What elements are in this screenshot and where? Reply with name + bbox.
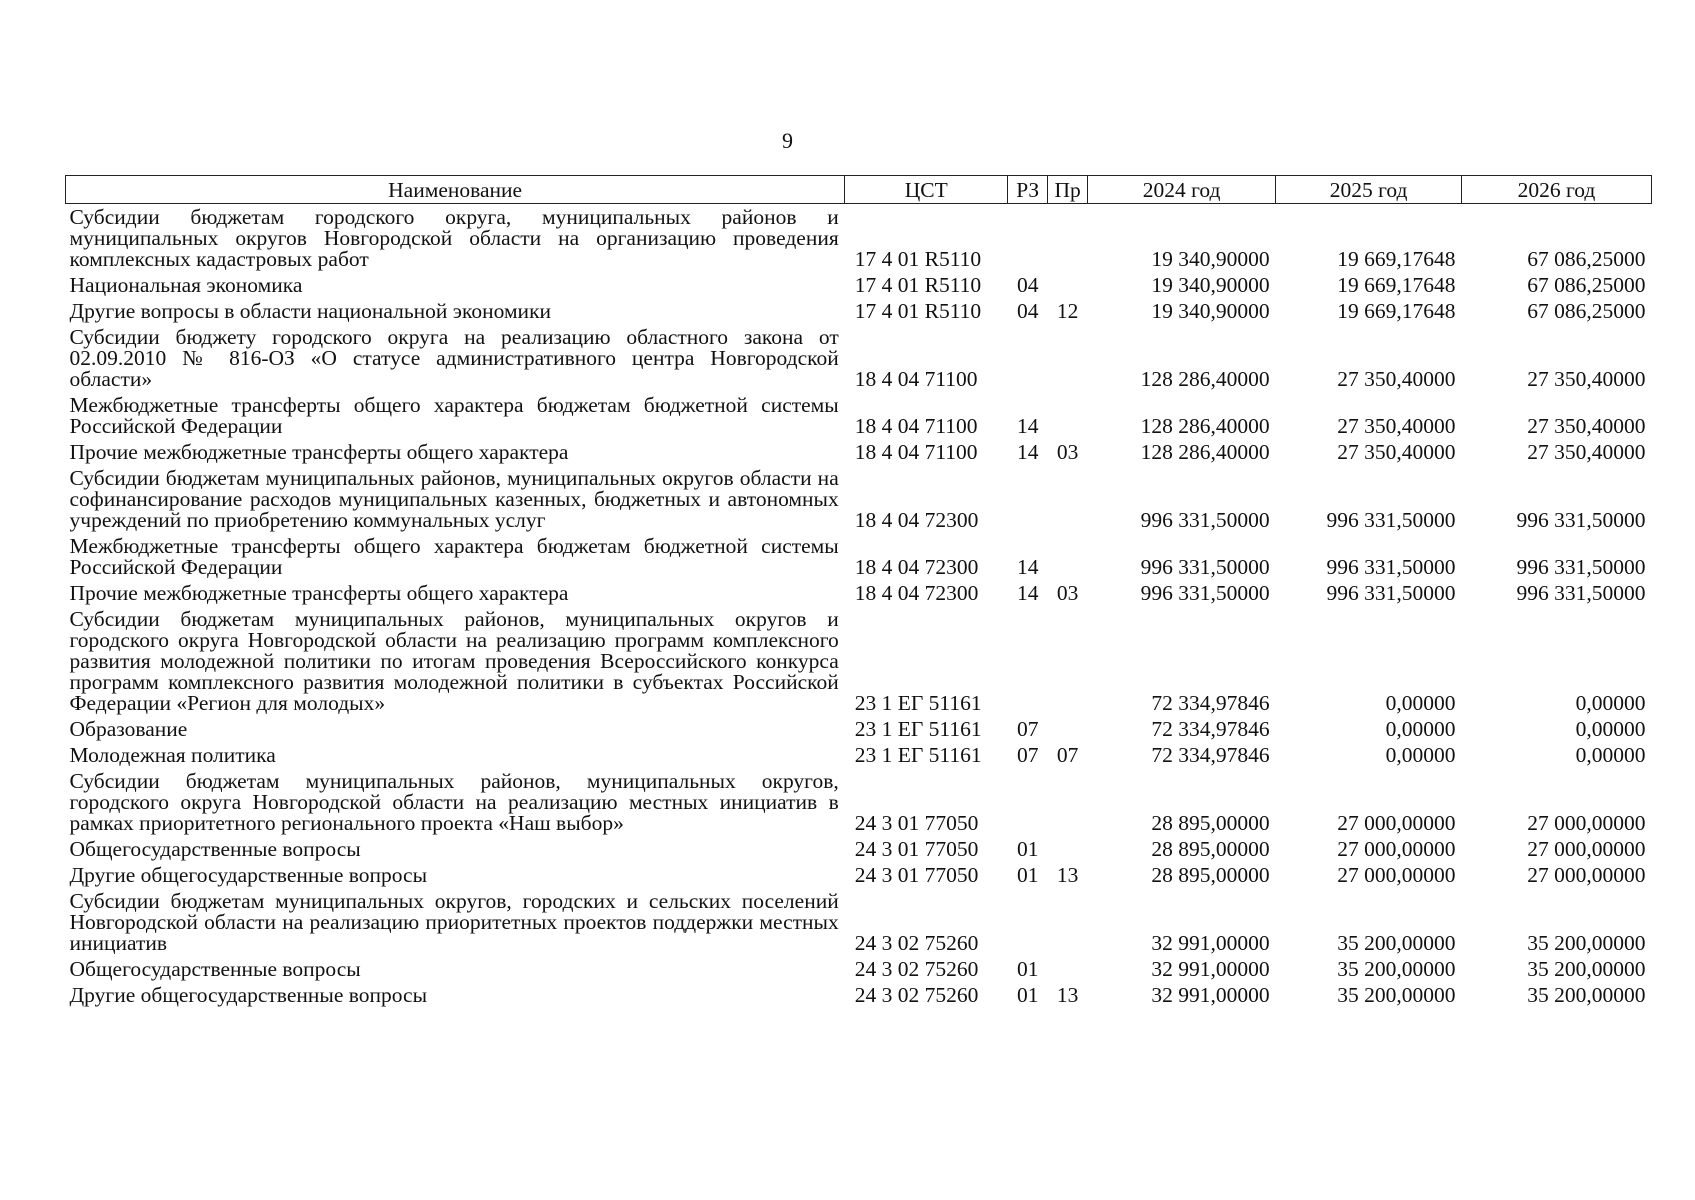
row-pr-code: 03 bbox=[1056, 581, 1079, 605]
row-pr-code bbox=[1048, 716, 1088, 742]
row-amount-2024: 28 895,00000 bbox=[1151, 837, 1270, 861]
row-rz-code: 14 bbox=[1016, 414, 1039, 438]
row-pr-code bbox=[1048, 324, 1088, 392]
row-amount-2025: 19 669,17648 bbox=[1337, 299, 1456, 323]
row-pr-code bbox=[1048, 465, 1088, 533]
table-row bbox=[66, 862, 1652, 888]
row-rz-code: 07 bbox=[1016, 743, 1039, 767]
column-header-pr: Пр bbox=[1048, 176, 1088, 204]
row-amount-2025: 35 200,00000 bbox=[1337, 983, 1456, 1007]
table-row bbox=[66, 742, 1652, 768]
row-amount-2025: 19 669,17648 bbox=[1337, 273, 1456, 297]
row-amount-2026: 67 086,25000 bbox=[1527, 273, 1646, 297]
row-name: Субсидии бюджетам муниципальных районов, муниципальных округов, городского округа Новгородской области на реализацию местных инициатив в рамках приоритетного регионального проекта «Наш выбор» bbox=[69, 769, 839, 835]
row-name: Прочие межбюджетные трансферты общего характера bbox=[69, 581, 569, 605]
table-row bbox=[66, 392, 1652, 439]
row-amount-2024: 996 331,50000 bbox=[1140, 508, 1270, 532]
row-rz-code: 14 bbox=[1016, 555, 1039, 579]
row-amount-2025: 27 000,00000 bbox=[1337, 811, 1456, 835]
row-amount-2024: 72 334,97846 bbox=[1151, 717, 1270, 741]
row-name: Субсидии бюджетам городского округа, муниципальных районов и муниципальных округов Новгородской области на организацию проведения комплексных кадастровых работ bbox=[69, 205, 839, 271]
row-name: Другие общегосударственные вопросы bbox=[69, 863, 428, 887]
row-amount-2024: 996 331,50000 bbox=[1140, 581, 1270, 605]
row-amount-2026: 27 000,00000 bbox=[1527, 811, 1646, 835]
row-rz-code: 04 bbox=[1016, 273, 1039, 297]
row-pr-code bbox=[1048, 272, 1088, 298]
column-header-2025: 2025 год bbox=[1276, 176, 1462, 204]
row-amount-2024: 32 991,00000 bbox=[1151, 957, 1270, 981]
row-amount-2025: 35 200,00000 bbox=[1337, 931, 1456, 955]
row-amount-2025: 27 350,40000 bbox=[1337, 414, 1456, 438]
row-amount-2024: 19 340,90000 bbox=[1151, 299, 1270, 323]
table-row bbox=[66, 580, 1652, 606]
row-amount-2026: 67 086,25000 bbox=[1527, 247, 1646, 271]
row-amount-2026: 0,00000 bbox=[1575, 717, 1646, 741]
row-cst-code: 24 3 02 75260 bbox=[854, 931, 979, 955]
row-rz-code: 01 bbox=[1016, 983, 1039, 1007]
row-cst-code: 18 4 04 71100 bbox=[854, 367, 978, 391]
row-amount-2024: 19 340,90000 bbox=[1151, 273, 1270, 297]
row-rz-code bbox=[1008, 204, 1048, 273]
row-amount-2025: 0,00000 bbox=[1385, 717, 1456, 741]
table-body bbox=[66, 204, 1652, 1009]
row-cst-code: 18 4 04 72300 bbox=[854, 555, 979, 579]
row-cst-code: 17 4 01 R5110 bbox=[854, 273, 982, 297]
row-rz-code bbox=[1008, 888, 1048, 956]
column-header-rz: РЗ bbox=[1008, 176, 1048, 204]
row-cst-code: 24 3 02 75260 bbox=[854, 957, 979, 981]
table-row bbox=[66, 465, 1652, 533]
row-pr-code bbox=[1048, 533, 1088, 580]
table-row bbox=[66, 324, 1652, 392]
row-amount-2024: 28 895,00000 bbox=[1151, 863, 1270, 887]
table-row bbox=[66, 836, 1652, 862]
row-amount-2025: 0,00000 bbox=[1385, 743, 1456, 767]
row-amount-2026: 27 350,40000 bbox=[1527, 414, 1646, 438]
row-pr-code bbox=[1048, 392, 1088, 439]
row-amount-2024: 72 334,97846 bbox=[1151, 743, 1270, 767]
row-rz-code bbox=[1008, 465, 1048, 533]
row-amount-2025: 27 000,00000 bbox=[1337, 837, 1456, 861]
table-row bbox=[66, 439, 1652, 465]
row-amount-2026: 27 000,00000 bbox=[1527, 837, 1646, 861]
row-rz-code bbox=[1008, 324, 1048, 392]
row-amount-2024: 32 991,00000 bbox=[1151, 931, 1270, 955]
row-rz-code: 01 bbox=[1016, 837, 1039, 861]
row-pr-code bbox=[1048, 956, 1088, 982]
row-amount-2024: 128 286,40000 bbox=[1140, 440, 1270, 464]
table-row bbox=[66, 606, 1652, 716]
table-row bbox=[66, 272, 1652, 298]
table-row bbox=[66, 768, 1652, 836]
row-name: Другие общегосударственные вопросы bbox=[69, 983, 428, 1007]
row-name: Национальная экономика bbox=[69, 273, 303, 297]
row-cst-code: 18 4 04 72300 bbox=[854, 508, 979, 532]
row-name: Субсидии бюджетам муниципальных районов, муниципальных округов и городского округа Новгородской области на реализацию программ комплексного развития молодежной политики по итогам проведения Всероссийского конкурса программ комплексного развития молодежной политики в субъектах Российской Федерации «Регион для молодых» bbox=[69, 607, 839, 715]
row-cst-code: 24 3 01 77050 bbox=[854, 811, 979, 835]
row-rz-code: 01 bbox=[1016, 863, 1039, 887]
row-pr-code: 07 bbox=[1056, 743, 1079, 767]
row-rz-code: 14 bbox=[1016, 581, 1039, 605]
row-amount-2026: 27 350,40000 bbox=[1527, 367, 1646, 391]
table-row bbox=[66, 982, 1652, 1008]
table-row bbox=[66, 204, 1652, 273]
row-amount-2025: 996 331,50000 bbox=[1326, 508, 1456, 532]
row-rz-code: 01 bbox=[1016, 957, 1039, 981]
row-amount-2024: 128 286,40000 bbox=[1140, 414, 1270, 438]
row-cst-code: 23 1 ЕГ 51161 bbox=[854, 717, 982, 741]
row-amount-2025: 19 669,17648 bbox=[1337, 247, 1456, 271]
row-amount-2025: 27 350,40000 bbox=[1337, 440, 1456, 464]
row-cst-code: 17 4 01 R5110 bbox=[854, 299, 982, 323]
row-pr-code: 13 bbox=[1056, 983, 1079, 1007]
row-amount-2024: 72 334,97846 bbox=[1151, 691, 1270, 715]
row-name: Межбюджетные трансферты общего характера бюджетам бюджетной системы Российской Федерации bbox=[69, 534, 839, 579]
row-rz-code: 04 bbox=[1016, 299, 1039, 323]
row-rz-code bbox=[1008, 606, 1048, 716]
column-header-2026: 2026 год bbox=[1462, 176, 1652, 204]
column-header-cst: ЦСТ bbox=[845, 176, 1008, 204]
row-pr-code bbox=[1048, 888, 1088, 956]
row-amount-2026: 996 331,50000 bbox=[1516, 508, 1646, 532]
row-amount-2024: 19 340,90000 bbox=[1151, 247, 1270, 271]
row-name: Общегосударственные вопросы bbox=[69, 837, 361, 861]
row-amount-2026: 27 000,00000 bbox=[1527, 863, 1646, 887]
row-amount-2026: 27 350,40000 bbox=[1527, 440, 1646, 464]
row-name: Субсидии бюджету городского округа на реализацию областного закона от 02.09.2010 № 816-ОЗ «О статусе административного центра Новгородской области» bbox=[69, 325, 839, 391]
row-amount-2026: 35 200,00000 bbox=[1527, 983, 1646, 1007]
row-amount-2026: 35 200,00000 bbox=[1527, 957, 1646, 981]
table-row bbox=[66, 956, 1652, 982]
row-name: Прочие межбюджетные трансферты общего характера bbox=[69, 440, 569, 464]
table-row bbox=[66, 716, 1652, 742]
row-amount-2026: 0,00000 bbox=[1575, 691, 1646, 715]
row-pr-code: 03 bbox=[1056, 440, 1079, 464]
row-cst-code: 23 1 ЕГ 51161 bbox=[854, 691, 982, 715]
row-pr-code: 13 bbox=[1056, 863, 1079, 887]
row-cst-code: 24 3 01 77050 bbox=[854, 837, 979, 861]
row-amount-2026: 996 331,50000 bbox=[1516, 581, 1646, 605]
row-amount-2026: 35 200,00000 bbox=[1527, 931, 1646, 955]
row-name: Молодежная политика bbox=[69, 743, 276, 767]
row-amount-2025: 27 350,40000 bbox=[1337, 367, 1456, 391]
row-name: Межбюджетные трансферты общего характера бюджетам бюджетной системы Российской Федерации bbox=[69, 393, 839, 438]
row-amount-2025: 996 331,50000 bbox=[1326, 581, 1456, 605]
row-amount-2025: 35 200,00000 bbox=[1337, 957, 1456, 981]
row-cst-code: 18 4 04 71100 bbox=[854, 414, 978, 438]
table-row bbox=[66, 533, 1652, 580]
table-header bbox=[66, 176, 1652, 204]
row-amount-2024: 996 331,50000 bbox=[1140, 555, 1270, 579]
row-amount-2025: 27 000,00000 bbox=[1337, 863, 1456, 887]
row-amount-2026: 0,00000 bbox=[1575, 743, 1646, 767]
row-rz-code bbox=[1008, 768, 1048, 836]
budget-table bbox=[65, 175, 1652, 1008]
column-header-name: Наименование bbox=[66, 176, 845, 204]
row-name: Другие вопросы в области национальной экономики bbox=[69, 299, 552, 323]
row-name: Субсидии бюджетам муниципальных округов, городских и сельских поселений Новгородской области на реализацию приоритетных проектов поддержки местных инициатив bbox=[69, 889, 839, 955]
row-name: Образование bbox=[69, 717, 188, 741]
row-amount-2026: 67 086,25000 bbox=[1527, 299, 1646, 323]
row-amount-2024: 28 895,00000 bbox=[1151, 811, 1270, 835]
table-row bbox=[66, 888, 1652, 956]
row-amount-2025: 0,00000 bbox=[1385, 691, 1456, 715]
row-amount-2025: 996 331,50000 bbox=[1326, 555, 1456, 579]
row-cst-code: 24 3 02 75260 bbox=[854, 983, 979, 1007]
row-cst-code: 18 4 04 71100 bbox=[854, 440, 978, 464]
row-amount-2024: 128 286,40000 bbox=[1140, 367, 1270, 391]
row-name: Субсидии бюджетам муниципальных районов, муниципальных округов области на софинансирование расходов муниципальных казенных, бюджетных и автономных учреждений по приобретению коммунальных услуг bbox=[69, 466, 839, 532]
row-amount-2026: 996 331,50000 bbox=[1516, 555, 1646, 579]
row-pr-code: 12 bbox=[1056, 299, 1079, 323]
column-header-2024: 2024 год bbox=[1088, 176, 1276, 204]
row-pr-code bbox=[1048, 606, 1088, 716]
row-cst-code: 23 1 ЕГ 51161 bbox=[854, 743, 982, 767]
row-pr-code bbox=[1048, 768, 1088, 836]
row-cst-code: 18 4 04 72300 bbox=[854, 581, 979, 605]
row-cst-code: 17 4 01 R5110 bbox=[854, 247, 982, 271]
row-amount-2024: 32 991,00000 bbox=[1151, 983, 1270, 1007]
page-number: 9 bbox=[782, 128, 793, 153]
row-name: Общегосударственные вопросы bbox=[69, 957, 361, 981]
row-pr-code bbox=[1048, 204, 1088, 273]
table-row bbox=[66, 298, 1652, 324]
row-pr-code bbox=[1048, 836, 1088, 862]
row-rz-code: 14 bbox=[1016, 440, 1039, 464]
row-cst-code: 24 3 01 77050 bbox=[854, 863, 979, 887]
row-rz-code: 07 bbox=[1016, 717, 1039, 741]
